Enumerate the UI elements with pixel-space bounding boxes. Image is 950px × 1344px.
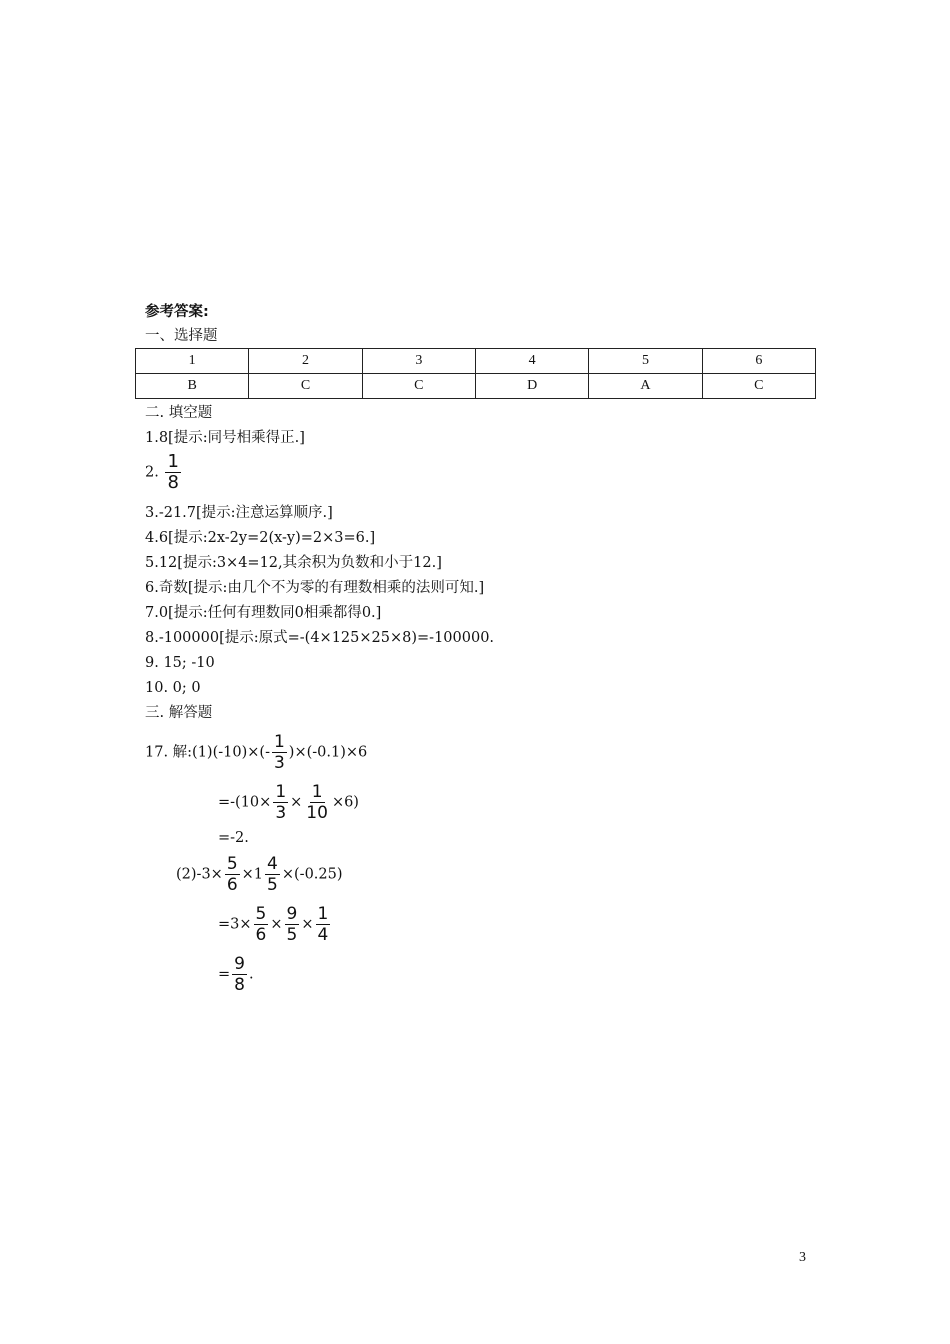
solve-line-6 [218,954,254,995]
fill-answer-9: 9. 15; -10 [145,655,215,671]
page-number: 3 [799,1250,806,1265]
numerator: 5 [255,904,267,924]
numerator: 5 [226,854,238,874]
section-solve-title: 三. 解答题 [145,705,213,721]
table-cell: 6 [702,349,815,374]
fill-answer-3: 3.-21.7[提示:注意运算顺序.] [145,505,333,521]
expression-text: )×(-0.1)×6 [288,744,368,761]
table-row [136,349,816,374]
table-row [136,374,816,399]
expression-text: ×(-0.25) [281,866,343,883]
fill-answer-4: 4.6[提示:2x-2y=2(x-y)=2×3=6.] [145,530,376,546]
numerator: 9 [234,954,245,974]
denominator: 6 [255,925,267,945]
denominator: 4 [317,925,329,945]
denominator: 8 [167,472,179,493]
table-cell: 2 [249,349,362,374]
expression-text: = [218,966,231,983]
fill-answer-8: 8.-100000[提示:原式=-(4×125×25×8)=-100000. [145,630,495,646]
answer-table [135,348,816,399]
fill-answer-2 [145,452,183,493]
denominator: 8 [234,975,245,995]
denominator: 3 [273,753,285,773]
table-cell: C [362,374,475,399]
numerator: 1 [167,451,179,472]
expression-text: ×1 [241,866,264,883]
fill-answer-10: 10. 0; 0 [145,680,201,696]
expression-text: 17. 解:(1)(-10)×(- [145,744,270,761]
numerator: 1 [273,732,285,752]
numerator: 1 [275,782,287,802]
fraction [165,452,180,493]
denominator: 5 [286,925,298,945]
numerator: 4 [267,854,278,874]
table-cell: 3 [362,349,475,374]
table-cell: 1 [136,349,249,374]
fraction [272,732,287,773]
fraction [232,954,247,995]
numerator: 1 [311,782,323,802]
solve-line-5 [218,904,332,945]
solve-line-4 [176,854,343,895]
expression-text: =-(10× [218,794,272,811]
table-cell: 5 [589,349,702,374]
denominator: 6 [226,875,238,895]
fraction [273,782,288,823]
fraction [304,782,330,823]
expression-text: . [248,966,254,983]
table-cell: C [249,374,362,399]
table-cell: C [702,374,815,399]
section-fill-title: 二. 填空题 [145,405,213,421]
solve-line-1 [145,732,367,773]
fill-answer-5: 5.12[提示:3×4=12,其余积为负数和小于12.] [145,555,442,571]
solve-line-3: =-2. [218,830,249,846]
expression-text: × [301,916,314,933]
table-cell: B [136,374,249,399]
numerator: 9 [286,904,298,924]
denominator: 10 [306,803,328,823]
denominator: 5 [267,875,278,895]
expression-text: × [270,916,283,933]
denominator: 3 [275,803,287,823]
item-number: 2. [145,464,159,481]
fraction [225,854,240,895]
table-cell: 4 [475,349,588,374]
fill-answer-6: 6.奇数[提示:由几个不为零的有理数相乘的法则可知.] [145,580,485,596]
fraction [265,854,280,895]
fill-answer-7: 7.0[提示:任何有理数同0相乘都得0.] [145,605,382,621]
fraction [316,904,331,945]
solve-line-2 [218,782,359,823]
fraction [285,904,300,945]
expression-text: ×6) [331,794,359,811]
section-choice-title: 一、选择题 [145,328,218,344]
heading: 参考答案: [145,304,209,320]
table-cell: D [475,374,588,399]
expression-text: =3× [218,916,252,933]
expression-text: (2)-3× [176,866,223,883]
table-cell: A [589,374,702,399]
expression-text: × [290,794,303,811]
numerator: 1 [317,904,329,924]
fill-answer-1: 1.8[提示:同号相乘得正.] [145,430,305,446]
fraction [254,904,269,945]
